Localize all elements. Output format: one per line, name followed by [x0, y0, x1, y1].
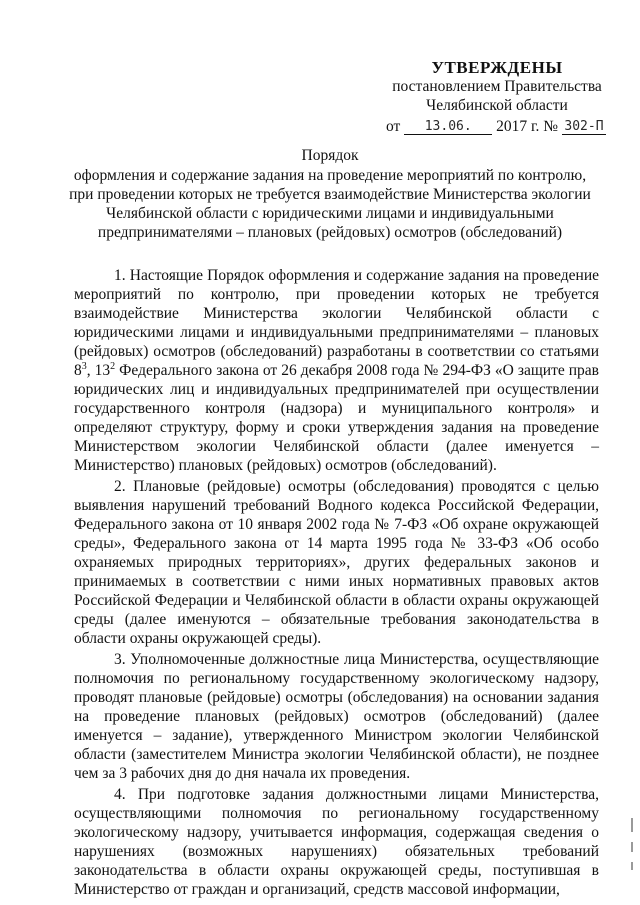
paragraph-4: 4. При подготовке задания должностными лицами Министерства, осуществляющими полномочия по региональному государственному экологическому надзору, учитывается информация, содержащая сведения о нарушениях (возможных нарушениях) обязательных требований законодательства в области охраны окружающей среды, поступившая в Министерство от граждан и организаций, средств массовой информации, [74, 786, 599, 898]
approval-date-line [372, 117, 622, 136]
superscript: 3 [81, 360, 87, 372]
document-body [74, 266, 599, 901]
scan-edge-mark [631, 842, 633, 852]
title-heading: Порядок [301, 147, 359, 164]
paragraph-1-text-c: Федерального закона от 26 декабря 2008 года № 294-ФЗ «О защите прав юридических лиц и индивидуальных предпринимателей при осуществлении государственного контроля (надзора) и муниципального контроля» и определяют структуру, форму и сроки утверждения задания на проведение Министерством экологии Челябинской области (далее именуется – Министерство) плановых (рейдовых) осмотров (обследований). [74, 362, 599, 474]
approved-heading: УТВЕРЖДЕНЫ [431, 58, 563, 77]
scan-edge-mark [631, 862, 633, 870]
paragraph-1-text-a: 1. Настоящие Порядок оформления и содержание задания на проведение мероприятий по контролю, при проведении которых не требуется взаимодействие Министерства экологии Челябинской области с юридическими лицами и индивидуальными предпринимателями – плановых (рейдовых) осмотров (обследований) разработаны в соответствии со статьями 8 [74, 267, 599, 379]
paragraph-2: 2. Плановые (рейдовые) осмотры (обследования) проводятся с целью выявления нарушений требований Водного кодекса Российской Федерации, Федерального закона от 10 января 2002 года № 7-ФЗ «Об охране окружающей среды», Федерального закона от 14 марта 1995 года № 33-ФЗ «Об особо охраняемых природных территориях», других федеральных законов и принимаемых в соответствии с ними иных нормативных правовых актов Российской Федерации и Челябинской области в области охраны окружающей среды (далее именуются – обязательные требования законодательства в области охраны окружающей среды). [74, 478, 599, 647]
approval-line-2: Челябинской области [426, 97, 568, 114]
handwritten-number: 302-П [562, 119, 606, 135]
paragraph-1 [74, 266, 599, 475]
handwritten-date: 13.06. [404, 119, 492, 135]
scan-edge-mark [631, 818, 633, 832]
title-line: оформления и содержание задания на проведение мероприятий по контролю, [73, 167, 587, 184]
approval-line-1: постановлением Правительства [392, 78, 602, 95]
approval-stamp [372, 58, 622, 136]
title-line: при проведении которых не требуется взаимодействие Министерства экологии [69, 186, 591, 203]
paragraph-1-text-b: , 13 [86, 362, 111, 379]
document-title [60, 146, 600, 242]
from-label: от [386, 118, 401, 135]
superscript: 2 [110, 360, 116, 372]
title-line: Челябинской области с юридическими лицами и индивидуальными [106, 205, 554, 222]
paragraph-3: 3. Уполномоченные должностные лица Министерства, осуществляющие полномочия по региональному государственному экологическому надзору, проводят плановые (рейдовые) осмотры (обследования) на основании задания на проведение плановых (рейдовых) осмотров (обследований) (далее именуется – задание), утвержденного Министром экологии Челябинской области (заместителем Министра экологии Челябинской области), не позднее чем за 3 рабочих дня до дня начала их проведения. [74, 651, 599, 782]
title-line: предпринимателями – плановых (рейдовых) осмотров (обследований) [97, 224, 563, 241]
year-label: 2017 г. № [496, 118, 559, 135]
